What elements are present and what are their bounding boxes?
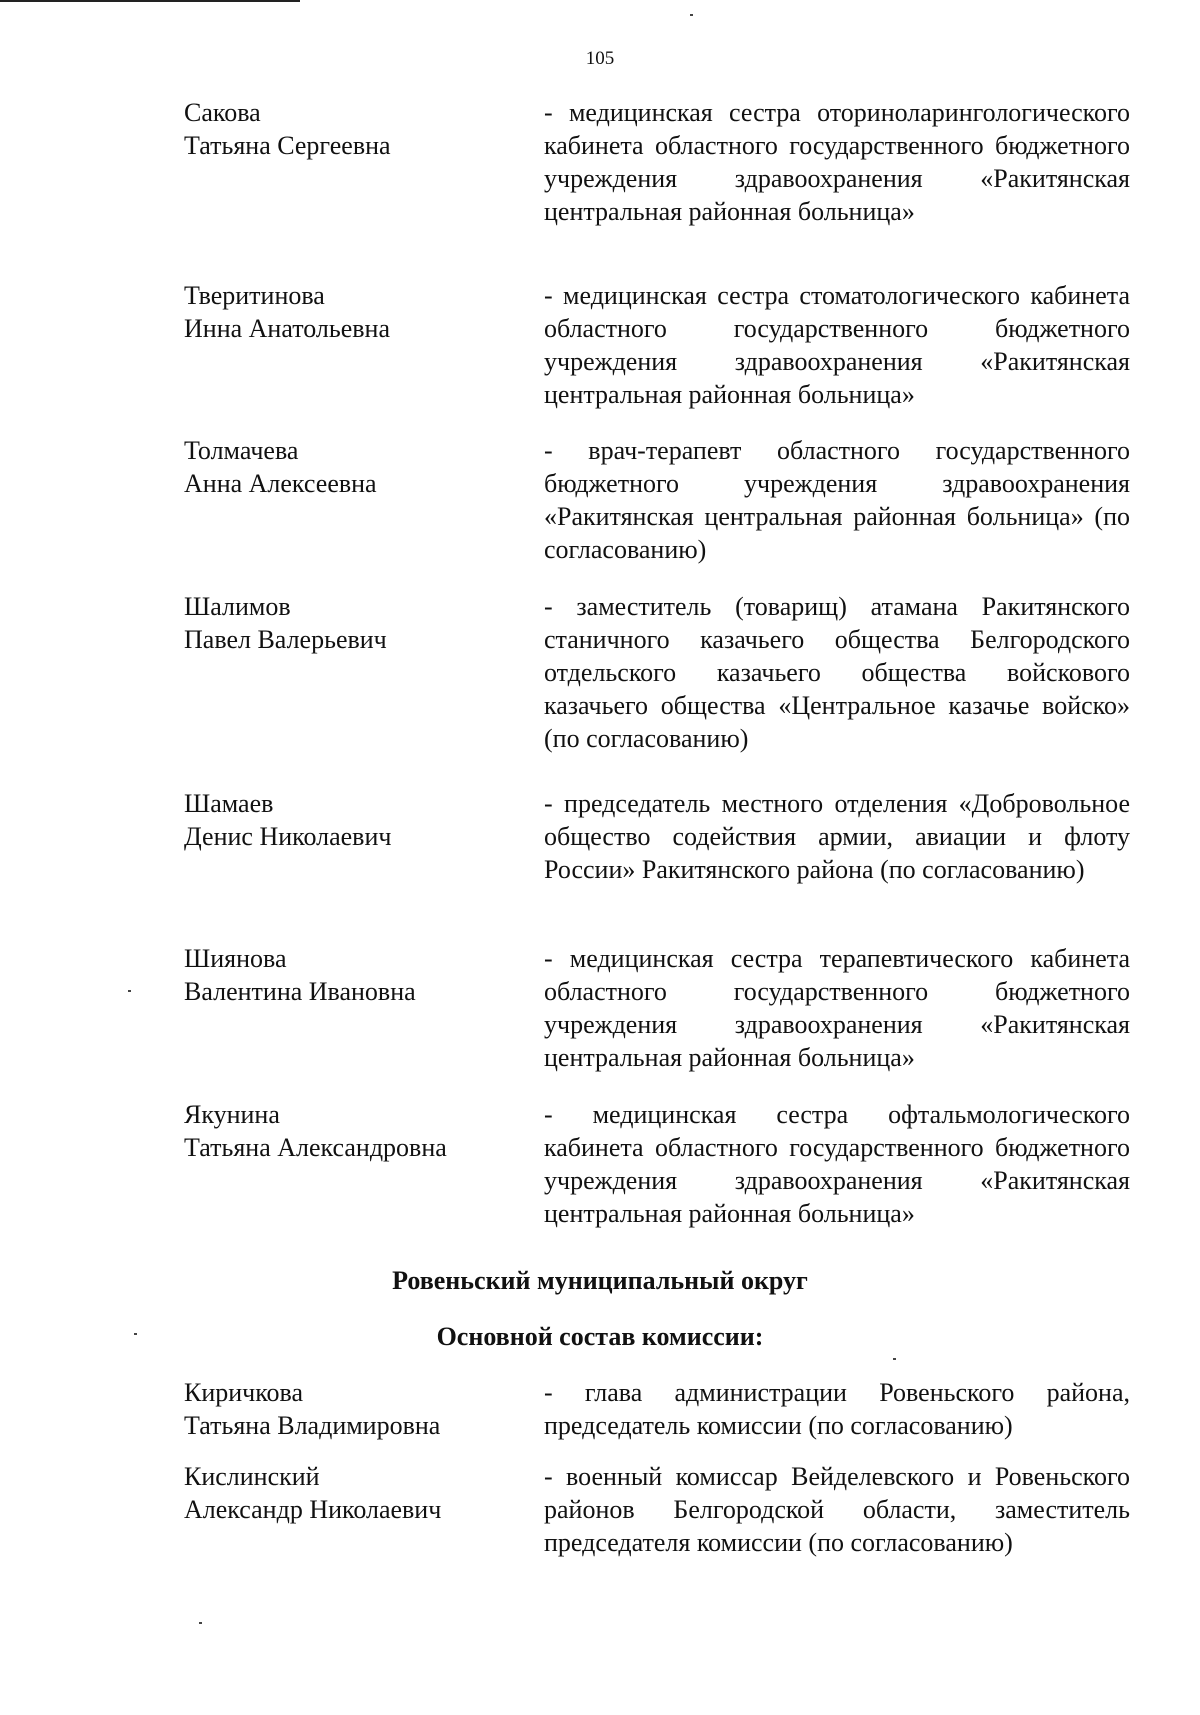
member-surname: Киричкова: [184, 1378, 304, 1407]
member-role: - медицинская сестра офтальмологического кабинета областного государственного бюджетного учреждения здравоохранения «Ракитянская центральная районная больница»: [544, 1100, 1130, 1228]
member-surname: Сакова: [184, 98, 261, 127]
member-given-name: Инна Анатольевна: [184, 314, 390, 343]
member-given-name: Татьяна Александровна: [184, 1133, 447, 1162]
scan-speck: [199, 1622, 202, 1624]
member-surname: Толмачева: [184, 436, 299, 465]
member-role: - заместитель (товарищ) атамана Ракитянского станичного казачьего общества Белгородского отдельского казачьего общества войскового казачьего общества «Центральное казачье войско» (по согласованию): [544, 592, 1130, 753]
page-number: 105: [585, 48, 615, 69]
member-role: - врач-терапевт областного государственного бюджетного учреждения здравоохранения «Ракитянская центральная районная больница» (по согласованию): [544, 436, 1130, 564]
member-name: [184, 96, 524, 162]
member-given-name: Павел Валерьевич: [184, 625, 387, 654]
member-role: - председатель местного отделения «Добровольное общество содействия армии, авиации и флоту России» Ракитянского района (по согласованию): [544, 789, 1130, 884]
member-role: - медицинская сестра оториноларингологического кабинета областного государственного бюджетного учреждения здравоохранения «Ракитянская центральная районная больница»: [544, 98, 1130, 226]
subsection-title: Основной состав комиссии:: [436, 1322, 764, 1351]
member-name: [184, 1460, 524, 1526]
member-role: - медицинская сестра стоматологического кабинета областного государственного бюджетного учреждения здравоохранения «Ракитянская центральная районная больница»: [544, 281, 1130, 409]
member-name: [184, 1098, 524, 1164]
scan-speck: [690, 14, 693, 16]
member-given-name: Валентина Ивановна: [184, 977, 416, 1006]
member-given-name: Татьяна Сергеевна: [184, 131, 391, 160]
member-name: [184, 787, 524, 853]
section-title: Ровеньский муниципальный округ: [392, 1266, 808, 1295]
member-name: [184, 279, 524, 345]
member-role: - военный комиссар Вейделевского и Ровеньского районов Белгородской области, заместитель председателя комиссии (по согласованию): [544, 1462, 1130, 1557]
member-surname: Шалимов: [184, 592, 291, 621]
member-name: [184, 942, 524, 1008]
scan-border-line: [0, 0, 300, 2]
member-surname: Кислинский: [184, 1462, 320, 1491]
member-surname: Шиянова: [184, 944, 287, 973]
scan-speck: [128, 990, 131, 992]
scan-speck: [893, 1358, 896, 1360]
member-name: [184, 590, 524, 656]
member-given-name: Денис Николаевич: [184, 822, 392, 851]
member-name: [184, 1376, 524, 1442]
member-role: - медицинская сестра терапевтического кабинета областного государственного бюджетного учреждения здравоохранения «Ракитянская центральная районная больница»: [544, 944, 1130, 1072]
member-given-name: Татьяна Владимировна: [184, 1411, 441, 1440]
member-given-name: Александр Николаевич: [184, 1495, 442, 1524]
member-surname: Якунина: [184, 1100, 280, 1129]
member-role: - глава администрации Ровеньского района, председатель комиссии (по согласованию): [544, 1378, 1130, 1440]
member-surname: Тверитинова: [184, 281, 325, 310]
member-name: [184, 434, 524, 500]
member-given-name: Анна Алексеевна: [184, 469, 377, 498]
member-surname: Шамаев: [184, 789, 274, 818]
scan-speck: [134, 1333, 137, 1335]
